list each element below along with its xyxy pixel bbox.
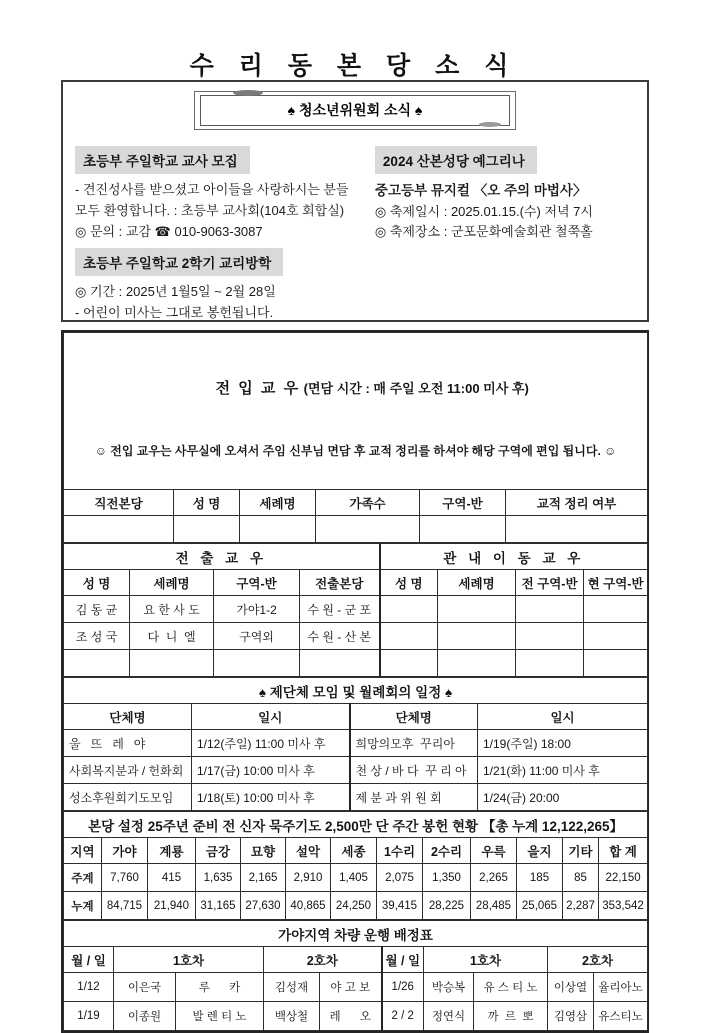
cell: 2,165 — [241, 864, 286, 892]
cell: 39,415 — [377, 892, 423, 920]
col-header: 금강 — [196, 838, 241, 864]
col-header: 2호차 — [548, 947, 648, 973]
cell: 1/19(주일) 18:00 — [478, 730, 648, 757]
empty-cell — [516, 596, 584, 623]
col-header: 기타 — [563, 838, 599, 864]
notice-line: 모두 환영합니다. : 초등부 교사회(104호 회합실) — [75, 202, 345, 218]
col-header: 단체명 — [350, 704, 478, 730]
cell: 조 성 국 — [64, 623, 130, 650]
cell: 1,350 — [423, 864, 471, 892]
cell: 울 뜨 레 야 — [64, 730, 192, 757]
col-header: 직전본당 — [64, 490, 174, 516]
rosary-title-row — [64, 812, 648, 838]
col-header: 가족수 — [316, 490, 420, 516]
empty-cell — [584, 596, 648, 623]
table-row — [64, 623, 648, 650]
empty-cell — [64, 516, 174, 543]
cell: 415 — [148, 864, 196, 892]
transfer-in-header-row — [64, 490, 648, 516]
cell: 27,630 — [241, 892, 286, 920]
row-label: 누계 — [64, 892, 102, 920]
col-header: 구역-반 — [420, 490, 506, 516]
cell: 수 원 - 산 본 — [300, 623, 380, 650]
col-header: 세례명 — [438, 570, 516, 596]
empty-cell — [516, 623, 584, 650]
table-row — [64, 973, 648, 1002]
internal-move-title: 관 내 이 동 교 우 — [380, 544, 648, 570]
empty-cell — [380, 650, 438, 677]
meetings-header-row — [64, 704, 648, 730]
col-header: 성 명 — [64, 570, 130, 596]
col-header: 1호차 — [424, 947, 548, 973]
cell: 7,760 — [102, 864, 148, 892]
col-header: 합 계 — [599, 838, 648, 864]
cell: 28,485 — [471, 892, 517, 920]
cell: 40,865 — [286, 892, 331, 920]
empty-cell — [438, 623, 516, 650]
col-header: 1호차 — [114, 947, 264, 973]
tables-box — [61, 330, 649, 1033]
notice-line: - 어린이 미사는 그대로 봉헌됩니다. — [75, 305, 274, 321]
transfer-out-move-table — [63, 543, 648, 677]
cell: 2,287 — [563, 892, 599, 920]
cell: 레 오 — [320, 1002, 382, 1031]
col-header: 일시 — [478, 704, 648, 730]
vehicle-title-row — [64, 921, 648, 947]
transfer-out-title: 전 출 교 우 — [64, 544, 380, 570]
cell: 2,265 — [471, 864, 517, 892]
cell: 수 원 - 군 포 — [300, 596, 380, 623]
vehicle-table — [63, 920, 648, 1031]
col-header: 교적 정리 여부 — [506, 490, 648, 516]
scan-smudge — [479, 122, 501, 127]
cell: 까 르 뽀 — [474, 1002, 548, 1031]
youth-committee-banner — [194, 91, 516, 130]
notice-column-right — [375, 140, 637, 324]
col-header: 설악 — [286, 838, 331, 864]
cell: 사회복지분과 / 헌화회 — [64, 757, 192, 784]
table-row — [64, 1002, 648, 1031]
col-header: 우륵 — [471, 838, 517, 864]
notice-line: ◎ 기간 : 2025년 1월5일 ~ 2월 28일 — [75, 284, 276, 300]
table-row — [64, 784, 648, 811]
cell: 24,250 — [331, 892, 377, 920]
col-header: 가야 — [102, 838, 148, 864]
cell: 1/26 — [382, 973, 424, 1002]
cell: 85 — [563, 864, 599, 892]
cell: 28,225 — [423, 892, 471, 920]
empty-cell — [214, 650, 300, 677]
empty-cell — [420, 516, 506, 543]
cell: 제 분 과 위 원 회 — [350, 784, 478, 811]
cell: 구역외 — [214, 623, 300, 650]
col-header: 월 / 일 — [64, 947, 114, 973]
cell: 84,715 — [102, 892, 148, 920]
col-header: 묘향 — [241, 838, 286, 864]
cell: 이종원 — [114, 1002, 176, 1031]
empty-cell — [240, 516, 316, 543]
cell: 야 고 보 — [320, 973, 382, 1002]
cell: 1/12(주일) 11:00 미사 후 — [192, 730, 350, 757]
cell: 김영삼 — [548, 1002, 594, 1031]
cell: 유스티노 — [594, 1002, 648, 1031]
transfer-in-table — [63, 332, 648, 543]
transfer-in-title-cell — [64, 333, 648, 490]
col-header: 계룡 — [148, 838, 196, 864]
col-header: 월 / 일 — [382, 947, 424, 973]
rosary-header-row — [64, 838, 648, 864]
empty-cell — [380, 596, 438, 623]
cell: 발 렌 티 노 — [176, 1002, 264, 1031]
notice-line: ◎ 축제장소 : 군포문화예술회관 철쭉홀 — [374, 224, 593, 240]
empty-cell — [584, 623, 648, 650]
transfer-in-title-note: (면담 시간 : 매 주일 오전 11:00 미사 후) — [300, 381, 529, 396]
table-row — [64, 730, 648, 757]
empty-cell — [380, 623, 438, 650]
cell: 2 / 2 — [382, 1002, 424, 1031]
empty-cell — [130, 650, 214, 677]
cell: 1,635 — [196, 864, 241, 892]
cell: 1/19 — [64, 1002, 114, 1031]
cell: 25,065 — [517, 892, 563, 920]
cell: 22,150 — [599, 864, 648, 892]
meetings-table — [63, 677, 648, 811]
table-row — [64, 757, 648, 784]
col-header: 현 구역-반 — [584, 570, 648, 596]
cell: 천 상 / 바 다 꾸 리 아 — [350, 757, 478, 784]
col-header: 전출본당 — [300, 570, 380, 596]
cell: 2,910 — [286, 864, 331, 892]
rosary-table — [63, 811, 648, 920]
notice-columns — [63, 134, 647, 324]
cell: 김성재 — [264, 973, 320, 1002]
transfer-in-notice: ☺ 전입 교우는 사무실에 오셔서 주임 신부님 면담 후 교적 정리를 하셔야 해당 구역에 편입 됩니다. ☺ — [94, 444, 617, 458]
cell: 다 니 엘 — [130, 623, 214, 650]
col-header: 2호차 — [264, 947, 382, 973]
empty-cell — [516, 650, 584, 677]
transfer-in-title: 전 입 교 우 — [215, 380, 301, 397]
empty-cell — [506, 516, 648, 543]
empty-cell — [300, 650, 380, 677]
section-heading-teacher-recruit: 초등부 주일학교 교사 모집 — [75, 146, 250, 174]
cell: 21,940 — [148, 892, 196, 920]
cell: 353,542 — [599, 892, 648, 920]
cell: 1/12 — [64, 973, 114, 1002]
cell: 1/18(토) 10:00 미사 후 — [192, 784, 350, 811]
scan-smudge — [233, 90, 263, 96]
empty-cell — [174, 516, 240, 543]
meetings-title: ♠ 제단체 모임 및 월례회의 일정 ♠ — [64, 678, 648, 704]
rosary-title: 본당 설정 25주년 준비 전 신자 묵주기도 2,500만 단 주간 봉헌 현황 【총 누계 12,122,265】 — [64, 812, 648, 838]
vehicle-header-row — [64, 947, 648, 973]
cell: 요 한 사 도 — [130, 596, 214, 623]
cell: 유 스 티 노 — [474, 973, 548, 1002]
col-header: 세례명 — [240, 490, 316, 516]
col-header: 세종 — [331, 838, 377, 864]
table-row — [64, 892, 648, 920]
empty-cell — [438, 650, 516, 677]
notice-line: ◎ 문의 : 교감 ☎ 010-9063-3087 — [75, 223, 263, 239]
group-title-row — [64, 544, 648, 570]
cell: 루 카 — [176, 973, 264, 1002]
cell: 김 동 균 — [64, 596, 130, 623]
cell: 정연식 — [424, 1002, 474, 1031]
col-header: 2수리 — [423, 838, 471, 864]
notice-line: - 견진성사를 받으셨고 아이들을 사랑하시는 분들 — [75, 182, 349, 197]
transfer-in-empty-row — [64, 516, 648, 543]
cell: 이상열 — [548, 973, 594, 1002]
transfer-out-move-header-row — [64, 570, 648, 596]
table-row — [64, 596, 648, 623]
cell: 185 — [517, 864, 563, 892]
table-row — [64, 650, 648, 677]
col-header: 전 구역-반 — [516, 570, 584, 596]
col-header: 세례명 — [130, 570, 214, 596]
cell: 가야1-2 — [214, 596, 300, 623]
col-header: 지역 — [64, 838, 102, 864]
empty-cell — [438, 596, 516, 623]
col-header: 일시 — [192, 704, 350, 730]
section-heading-vacation: 초등부 주일학교 2학기 교리방학 — [75, 248, 283, 276]
row-label: 주계 — [64, 864, 102, 892]
youth-committee-banner-title: ♠ 청소년위원회 소식 ♠ — [200, 95, 510, 126]
cell: 1/24(금) 20:00 — [478, 784, 648, 811]
col-header: 1수리 — [377, 838, 423, 864]
cell: 백상철 — [264, 1002, 320, 1031]
empty-cell — [584, 650, 648, 677]
col-header: 성 명 — [174, 490, 240, 516]
notice-line: ◎ 축제일시 : 2025.01.15.(수) 저녁 7시 — [374, 203, 593, 219]
col-header: 단체명 — [64, 704, 192, 730]
page-title: 수 리 동 본 당 소 식 — [189, 52, 518, 80]
cell: 31,165 — [196, 892, 241, 920]
cell: 성소후원회기도모임 — [64, 784, 192, 811]
meetings-title-row — [64, 678, 648, 704]
table-row — [64, 864, 648, 892]
musical-subtitle: 중고등부 뮤지컬 〈오 주의 마법사〉 — [374, 183, 587, 198]
youth-committee-box — [61, 80, 649, 322]
notice-column-left — [75, 140, 359, 324]
cell: 박승복 — [424, 973, 474, 1002]
empty-cell — [316, 516, 420, 543]
cell: 율리아노 — [594, 973, 648, 1002]
cell: 1/17(금) 10:00 미사 후 — [192, 757, 350, 784]
cell: 2,075 — [377, 864, 423, 892]
col-header: 성 명 — [380, 570, 438, 596]
cell: 1,405 — [331, 864, 377, 892]
empty-cell — [64, 650, 130, 677]
cell: 희망의모후 꾸리아 — [350, 730, 478, 757]
col-header: 을지 — [517, 838, 563, 864]
cell: 이은국 — [114, 973, 176, 1002]
col-header: 구역-반 — [214, 570, 300, 596]
cell: 1/21(화) 11:00 미사 후 — [478, 757, 648, 784]
section-heading-yegrina: 2024 산본성당 예그리나 — [375, 146, 537, 174]
vehicle-title: 가야지역 차량 운행 배정표 — [64, 921, 648, 947]
